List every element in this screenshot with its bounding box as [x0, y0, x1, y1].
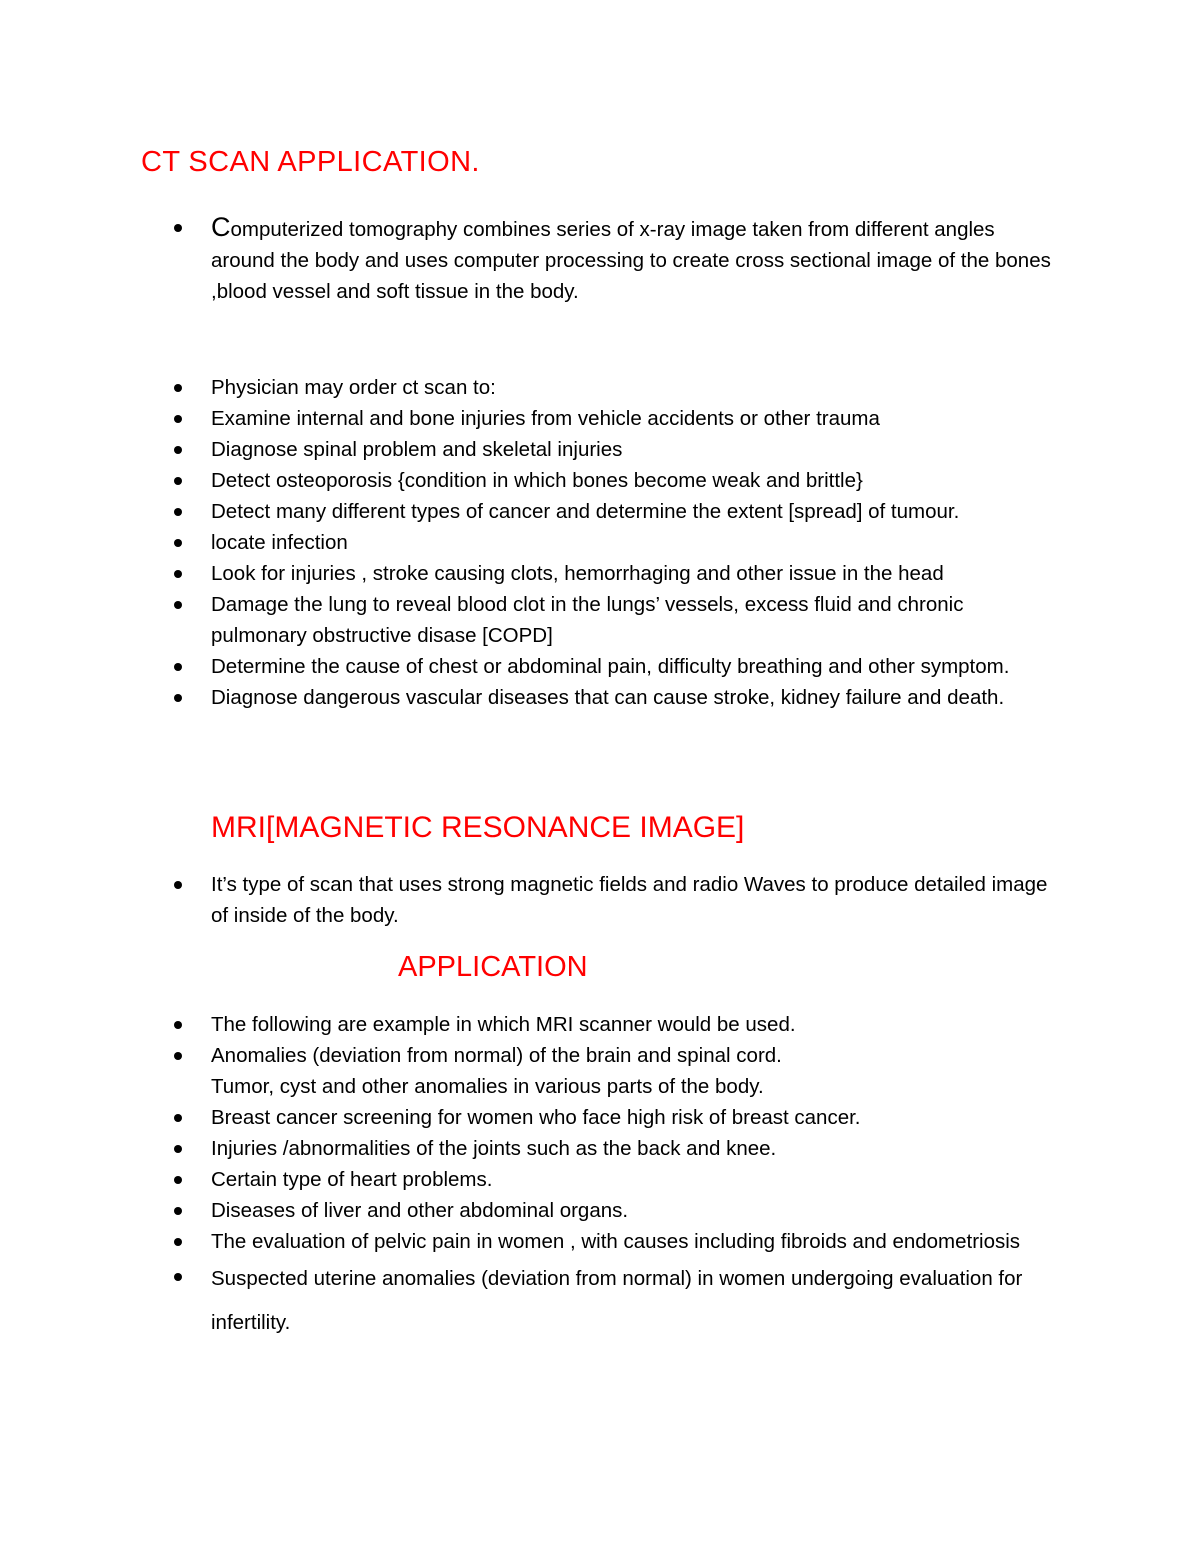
ct-intro-list [0, 212, 1200, 307]
bullet-icon [174, 663, 182, 671]
bullet-icon [174, 1273, 182, 1281]
list-item [0, 589, 1061, 651]
list-item-text: Tumor, cyst and other anomalies in various parts of the body. [211, 1075, 764, 1098]
list-item-text: Look for injuries , stroke causing clots, hemorrhaging and other issue in the head [211, 562, 944, 585]
mri-application-list [0, 1009, 1200, 1345]
bullet-icon [174, 384, 182, 392]
list-item [0, 1071, 1061, 1102]
list-item [0, 1195, 1061, 1226]
list-item [0, 527, 1061, 558]
list-item-text: Injuries /abnormalities of the joints such as the back and knee. [211, 1137, 777, 1160]
bullet-icon [174, 415, 182, 423]
bullet-icon [174, 881, 182, 889]
bullet-icon [174, 508, 182, 516]
bullet-icon [174, 446, 182, 454]
application-heading: APPLICATION [398, 951, 588, 983]
list-item [0, 1009, 1061, 1040]
list-item-text: Determine the cause of chest or abdominal pain, difficulty breathing and other symptom. [211, 655, 1010, 678]
bullet-icon [174, 224, 182, 232]
ct-uses-list [0, 372, 1200, 713]
list-item-text: Detect osteoporosis {condition in which bones become weak and brittle} [211, 469, 863, 492]
list-item-text: Suspected uterine anomalies (deviation from normal) in women undergoing evaluation for infertility. [211, 1267, 1023, 1334]
list-item-text: Damage the lung to reveal blood clot in the lungs’ vessels, excess fluid and chronic pulmonary obstructive disase [COPD] [211, 593, 964, 647]
list-item [0, 403, 1061, 434]
list-item [0, 465, 1061, 496]
list-item [0, 372, 1061, 403]
list-item [0, 212, 1061, 307]
list-item-text: Diseases of liver and other abdominal organs. [211, 1199, 629, 1222]
bullet-icon [174, 570, 182, 578]
list-item [0, 682, 1061, 713]
mri-description-text: It’s type of scan that uses strong magnetic fields and radio Waves to produce detailed image of inside of the body. [211, 873, 1048, 927]
list-item [0, 1164, 1061, 1195]
list-item [0, 1040, 1061, 1071]
list-item-text: Anomalies (deviation from normal) of the brain and spinal cord. [211, 1044, 782, 1067]
list-item [0, 1102, 1061, 1133]
list-item-text: Diagnose dangerous vascular diseases that can cause stroke, kidney failure and death. [211, 686, 1005, 709]
bullet-icon [174, 1021, 182, 1029]
mri-description-list [0, 869, 1200, 931]
bullet-icon [174, 1176, 182, 1184]
drop-cap: C [211, 212, 231, 242]
list-item-text: locate infection [211, 531, 348, 554]
bullet-icon [174, 539, 182, 547]
bullet-icon [174, 1207, 182, 1215]
bullet-icon [174, 1145, 182, 1153]
list-item [0, 1133, 1061, 1164]
list-item-text: The following are example in which MRI scanner would be used. [211, 1013, 796, 1036]
bullet-icon [174, 1238, 182, 1246]
list-item-text: Examine internal and bone injuries from vehicle accidents or other trauma [211, 407, 880, 430]
bullet-icon [174, 477, 182, 485]
ct-intro-text: omputerized tomography combines series of x-ray image taken from different angles around the body and uses computer processing to create cross sectional image of the bones ,blood vessel and soft tissue in the body. [211, 218, 1051, 303]
list-item-text: Breast cancer screening for women who face high risk of breast cancer. [211, 1106, 861, 1129]
mri-heading: MRI[MAGNETIC RESONANCE IMAGE] [211, 811, 745, 844]
ct-scan-heading: CT SCAN APPLICATION. [141, 146, 480, 178]
bullet-icon [174, 694, 182, 702]
bullet-icon [174, 601, 182, 609]
list-item [0, 558, 1061, 589]
bullet-icon [174, 1052, 182, 1060]
list-item [0, 496, 1061, 527]
list-item-text: The evaluation of pelvic pain in women , with causes including fibroids and endometriosis [211, 1230, 1021, 1253]
list-item [0, 869, 1061, 931]
list-item [0, 1226, 1061, 1257]
list-item-text: Detect many different types of cancer and determine the extent [spread] of tumour. [211, 500, 960, 523]
list-item-text: Certain type of heart problems. [211, 1168, 493, 1191]
list-item-text: Diagnose spinal problem and skeletal injuries [211, 438, 623, 461]
list-item [0, 1257, 1061, 1345]
list-item [0, 651, 1061, 682]
bullet-icon [174, 1114, 182, 1122]
list-item [0, 434, 1061, 465]
list-item-text: Physician may order ct scan to: [211, 376, 496, 399]
